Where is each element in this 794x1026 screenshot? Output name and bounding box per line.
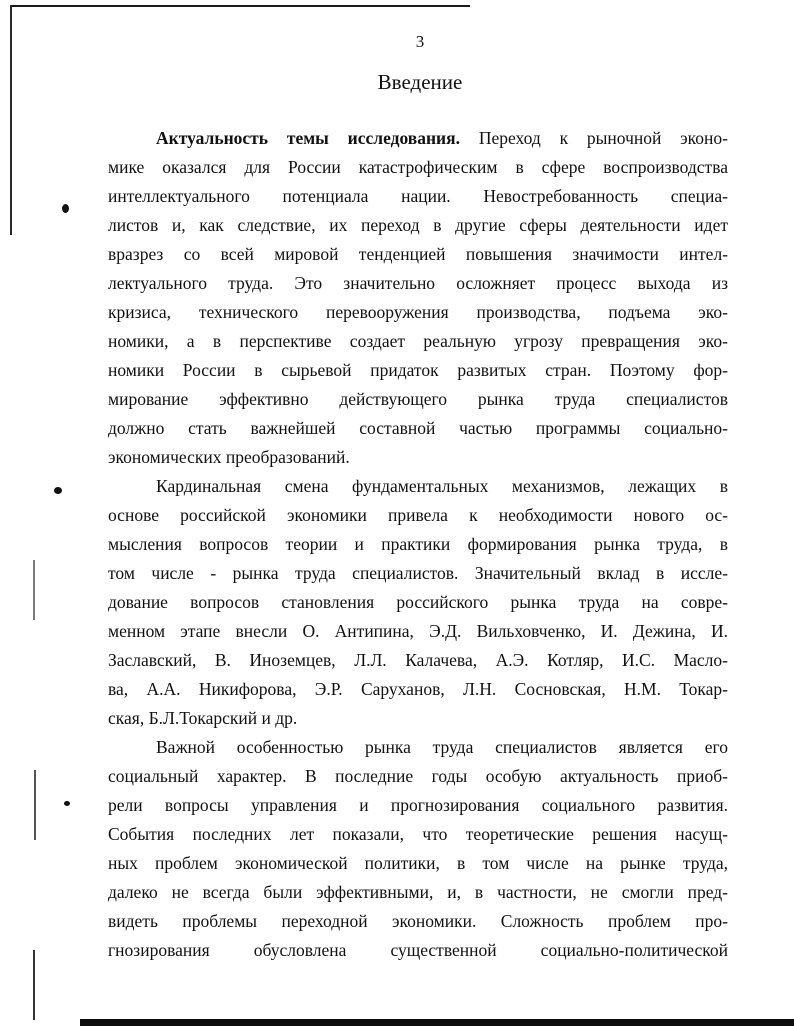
paragraph-line: ва, А.А. Никифорова, Э.Р. Саруханов, Л.Н. Сосновская, Н.М. Токар- xyxy=(108,679,728,699)
paragraph-line: основе российской экономики привела к необходимости нового ос- xyxy=(108,505,728,525)
paragraph-line: мысления вопросов теории и практики формирования рынка труда, в xyxy=(108,534,728,554)
paragraph-line: Заславский, В. Иноземцев, Л.Л. Калачева, А.Э. Котляр, И.С. Масло- xyxy=(108,650,728,670)
scan-speck xyxy=(64,801,70,806)
paragraph-line: интеллектуального потенциала нации. Невостребованность специа- xyxy=(108,186,728,206)
paragraph-line: дование вопросов становления российского рынка труда на совре- xyxy=(108,592,728,612)
scan-edge-top xyxy=(10,5,470,7)
paragraph-line: вразрез со всей мировой тенденцией повышения значимости интел- xyxy=(108,244,728,264)
paragraph-line: Кардинальная смена фундаментальных механизмов, лежащих в xyxy=(156,476,728,496)
paragraph-line: социальный характер. В последние годы особую актуальность приоб- xyxy=(108,766,728,786)
paragraph-line: номики России в сырьевой придаток развитых стран. Поэтому фор- xyxy=(108,360,728,380)
paragraph-line: ных проблем экономической политики, в том числе на рынке труда, xyxy=(108,853,728,873)
paragraph-line: менном этапе внесли О. Антипина, Э.Д. Вильховченко, И. Дежина, И. xyxy=(108,621,728,641)
scan-edge-left xyxy=(10,5,12,235)
paragraph-line: События последних лет показали, что теоретические решения насущ- xyxy=(108,824,728,844)
paragraph-line: далеко не всегда были эффективными, и, в частности, не смогли пред- xyxy=(108,882,728,902)
paragraph-line: мике оказался для России катастрофическим в сфере воспроизводства xyxy=(108,157,728,177)
paragraph-line: кризиса, технического перевооружения производства, подъема эко- xyxy=(108,302,728,322)
paragraph-line: Важной особенностью рынка труда специалистов является его xyxy=(156,737,728,757)
page-heading: Введение xyxy=(377,70,463,94)
paragraph-line: видеть проблемы переходной экономики. Сложность проблем про- xyxy=(108,911,728,931)
paragraph-line-text: Переход к рыночной эконо- xyxy=(459,128,728,148)
scan-edge-left xyxy=(33,560,35,620)
page-number: 3 xyxy=(415,32,425,51)
scan-speck xyxy=(54,487,62,494)
paragraph-line: номики, а в перспективе создает реальную угрозу превращения эко- xyxy=(108,331,728,351)
paragraph-line: ская, Б.Л.Токарский и др. xyxy=(108,708,298,728)
paragraph-line: том числе - рынка труда специалистов. Значительный вклад в иссле- xyxy=(108,563,728,583)
paragraph-lead: Актуальность темы исследования. xyxy=(156,128,460,148)
scan-edge-bottom xyxy=(80,1019,794,1026)
paragraph-line: листов и, как следствие, их переход в другие сферы деятельности идет xyxy=(108,215,728,235)
paragraph-line: мирование эффективно действующего рынка труда специалистов xyxy=(108,389,728,409)
scan-edge-left xyxy=(33,950,35,1020)
paragraph-line: гнозирования обусловлена существенной социально-политической xyxy=(108,940,728,960)
paragraph-line: экономических преобразований. xyxy=(108,447,350,467)
paragraph-line xyxy=(156,127,728,149)
scan-speck xyxy=(62,204,69,213)
paragraph-line: лектуального труда. Это значительно осложняет процесс выхода из xyxy=(108,273,728,293)
scan-edge-left xyxy=(34,770,36,840)
paragraph-line: рели вопросы управления и прогнозирования социального развития. xyxy=(108,795,728,815)
paragraph-line: должно стать важнейшей составной частью программы социально- xyxy=(108,418,728,438)
